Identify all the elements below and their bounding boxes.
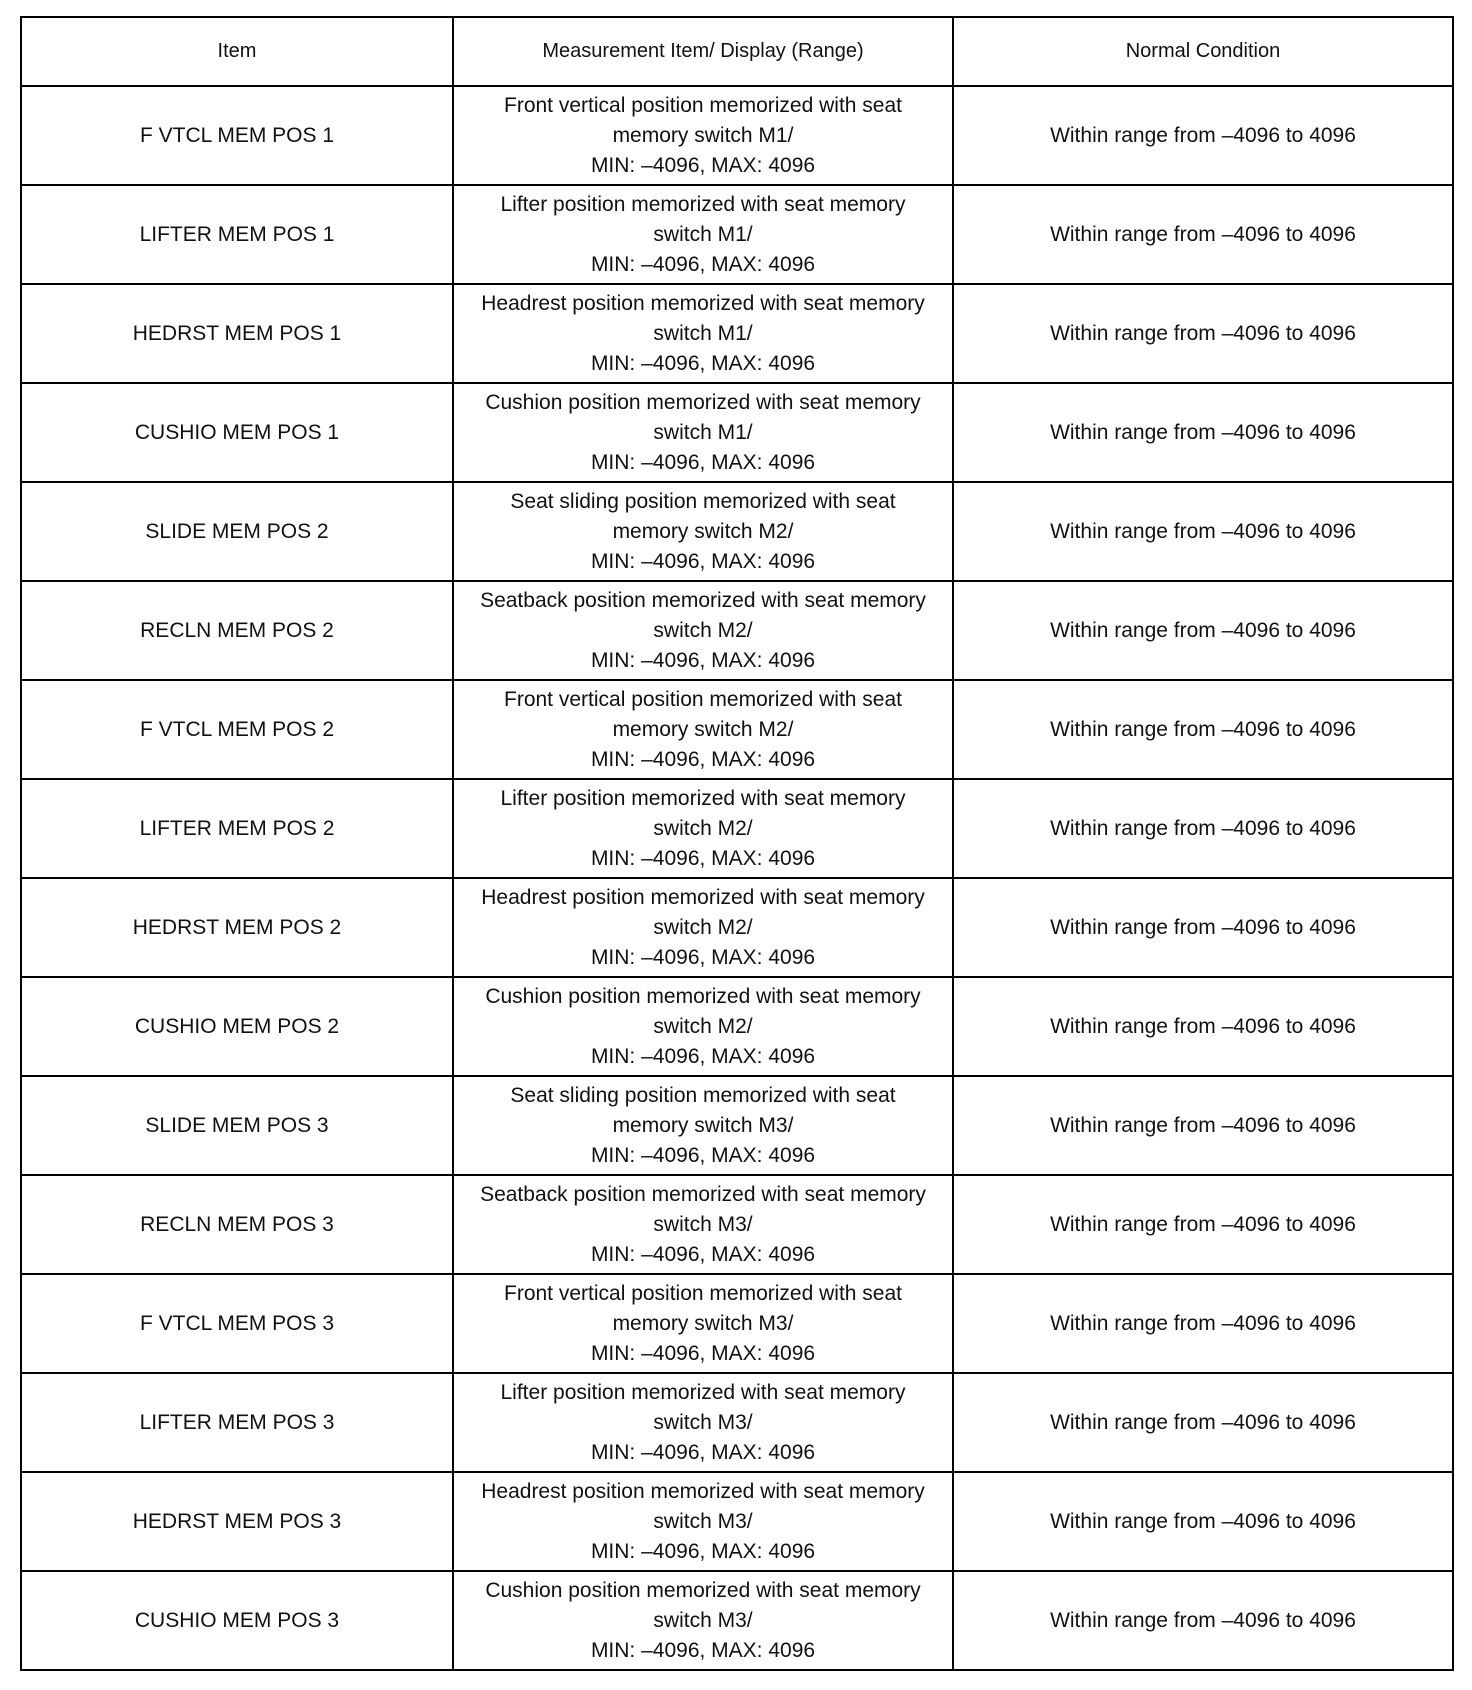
cell-item: RECLN MEM POS 2 [21, 581, 453, 680]
cell-measurement-desc-line1: Seatback position memorized with seat memory [480, 1182, 926, 1206]
table-row [21, 581, 1453, 680]
cell-normal-condition: Within range from –4096 to 4096 [953, 383, 1453, 482]
header-item: Item [21, 17, 453, 86]
cell-item: LIFTER MEM POS 2 [21, 779, 453, 878]
cell-measurement-desc-line2: memory switch M3/ [612, 1311, 794, 1335]
cell-normal-condition: Within range from –4096 to 4096 [953, 1571, 1453, 1670]
cell-measurement-desc-line2: switch M2/ [653, 816, 753, 840]
cell-measurement-desc-line1: Lifter position memorized with seat memory [500, 192, 906, 216]
cell-normal-condition: Within range from –4096 to 4096 [953, 86, 1453, 185]
cell-measurement-desc-line1: Headrest position memorized with seat memory [481, 885, 925, 909]
cell-measurement-desc-line1: Seat sliding position memorized with seat [510, 489, 896, 513]
table-row [21, 383, 1453, 482]
table-row [21, 1472, 1453, 1571]
cell-item: F VTCL MEM POS 1 [21, 86, 453, 185]
cell-item: SLIDE MEM POS 3 [21, 1076, 453, 1175]
cell-item: HEDRST MEM POS 2 [21, 878, 453, 977]
cell-measurement-range: MIN: –4096, MAX: 4096 [590, 846, 816, 870]
cell-measurement-desc-line2: switch M1/ [653, 222, 753, 246]
cell-measurement [453, 1274, 953, 1373]
cell-item: LIFTER MEM POS 1 [21, 185, 453, 284]
cell-measurement-range: MIN: –4096, MAX: 4096 [590, 1638, 816, 1662]
cell-measurement-desc-line2: memory switch M1/ [612, 123, 794, 147]
cell-measurement-desc-line2: switch M2/ [653, 915, 753, 939]
cell-normal-condition: Within range from –4096 to 4096 [953, 284, 1453, 383]
cell-measurement [453, 1175, 953, 1274]
cell-measurement-range: MIN: –4096, MAX: 4096 [590, 1341, 816, 1365]
cell-measurement-range: MIN: –4096, MAX: 4096 [590, 945, 816, 969]
cell-measurement-desc-line2: switch M3/ [653, 1410, 753, 1434]
cell-measurement-desc-line2: memory switch M3/ [612, 1113, 794, 1137]
cell-measurement-range: MIN: –4096, MAX: 4096 [590, 252, 816, 276]
cell-item: HEDRST MEM POS 1 [21, 284, 453, 383]
cell-measurement [453, 680, 953, 779]
cell-measurement-range: MIN: –4096, MAX: 4096 [590, 351, 816, 375]
cell-normal-condition: Within range from –4096 to 4096 [953, 1076, 1453, 1175]
cell-measurement-desc-line2: switch M3/ [653, 1212, 753, 1236]
header-normal-condition: Normal Condition [953, 17, 1453, 86]
header-measurement [453, 17, 953, 86]
cell-measurement-desc-line1: Front vertical position memorized with seat [504, 93, 902, 117]
cell-normal-condition: Within range from –4096 to 4096 [953, 680, 1453, 779]
table-row [21, 1076, 1453, 1175]
cell-measurement [453, 482, 953, 581]
cell-normal-condition: Within range from –4096 to 4096 [953, 1274, 1453, 1373]
cell-measurement-desc-line1: Lifter position memorized with seat memory [500, 786, 906, 810]
cell-item: F VTCL MEM POS 3 [21, 1274, 453, 1373]
table-header-row [21, 17, 1453, 86]
cell-measurement-range: MIN: –4096, MAX: 4096 [590, 549, 816, 573]
table-body [21, 86, 1453, 1670]
cell-measurement-desc-line1: Headrest position memorized with seat memory [481, 291, 925, 315]
cell-normal-condition: Within range from –4096 to 4096 [953, 1373, 1453, 1472]
cell-normal-condition: Within range from –4096 to 4096 [953, 878, 1453, 977]
table-row [21, 680, 1453, 779]
cell-measurement-range: MIN: –4096, MAX: 4096 [590, 1539, 816, 1563]
cell-measurement-range: MIN: –4096, MAX: 4096 [590, 747, 816, 771]
table-row [21, 977, 1453, 1076]
cell-measurement-range: MIN: –4096, MAX: 4096 [590, 153, 816, 177]
cell-measurement-range: MIN: –4096, MAX: 4096 [590, 1242, 816, 1266]
cell-measurement-desc-line2: memory switch M2/ [612, 717, 794, 741]
cell-measurement-desc-line2: switch M3/ [653, 1608, 753, 1632]
cell-measurement [453, 86, 953, 185]
table-row [21, 1571, 1453, 1670]
cell-normal-condition: Within range from –4096 to 4096 [953, 185, 1453, 284]
cell-measurement [453, 383, 953, 482]
cell-item: RECLN MEM POS 3 [21, 1175, 453, 1274]
cell-normal-condition: Within range from –4096 to 4096 [953, 581, 1453, 680]
cell-item: CUSHIO MEM POS 3 [21, 1571, 453, 1670]
cell-item: CUSHIO MEM POS 1 [21, 383, 453, 482]
cell-measurement-range: MIN: –4096, MAX: 4096 [590, 1044, 816, 1068]
cell-measurement [453, 581, 953, 680]
cell-measurement-desc-line1: Cushion position memorized with seat memory [485, 1578, 921, 1602]
table-row [21, 482, 1453, 581]
cell-measurement-desc-line1: Seatback position memorized with seat memory [480, 588, 926, 612]
cell-measurement-desc-line2: memory switch M2/ [612, 519, 794, 543]
cell-item: LIFTER MEM POS 3 [21, 1373, 453, 1472]
table-row [21, 86, 1453, 185]
table-row [21, 284, 1453, 383]
cell-item: F VTCL MEM POS 2 [21, 680, 453, 779]
table-row [21, 779, 1453, 878]
cell-measurement [453, 779, 953, 878]
cell-measurement-desc-line2: switch M2/ [653, 618, 753, 642]
cell-measurement [453, 1472, 953, 1571]
header-measurement-line1: Measurement Item/ [542, 40, 715, 62]
cell-measurement [453, 1373, 953, 1472]
cell-normal-condition: Within range from –4096 to 4096 [953, 779, 1453, 878]
cell-measurement [453, 878, 953, 977]
header-measurement-line2: Display (Range) [720, 40, 864, 62]
table-row [21, 1175, 1453, 1274]
cell-normal-condition: Within range from –4096 to 4096 [953, 1175, 1453, 1274]
cell-measurement-range: MIN: –4096, MAX: 4096 [590, 648, 816, 672]
data-monitor-table [20, 16, 1454, 1671]
cell-measurement-desc-line1: Cushion position memorized with seat memory [485, 390, 921, 414]
cell-measurement-desc-line2: switch M1/ [653, 420, 753, 444]
table-row [21, 185, 1453, 284]
cell-measurement-desc-line1: Cushion position memorized with seat memory [485, 984, 921, 1008]
cell-measurement-range: MIN: –4096, MAX: 4096 [590, 450, 816, 474]
cell-item: SLIDE MEM POS 2 [21, 482, 453, 581]
cell-measurement-desc-line2: switch M3/ [653, 1509, 753, 1533]
table-row [21, 1274, 1453, 1373]
cell-item: CUSHIO MEM POS 2 [21, 977, 453, 1076]
cell-measurement [453, 977, 953, 1076]
cell-measurement-desc-line1: Front vertical position memorized with seat [504, 1281, 902, 1305]
cell-measurement-range: MIN: –4096, MAX: 4096 [590, 1143, 816, 1167]
cell-measurement-desc-line1: Headrest position memorized with seat memory [481, 1479, 925, 1503]
cell-measurement-desc-line2: switch M2/ [653, 1014, 753, 1038]
cell-measurement-desc-line1: Front vertical position memorized with seat [504, 687, 902, 711]
cell-measurement [453, 1076, 953, 1175]
cell-measurement-desc-line1: Lifter position memorized with seat memory [500, 1380, 906, 1404]
cell-normal-condition: Within range from –4096 to 4096 [953, 482, 1453, 581]
cell-measurement-desc-line1: Seat sliding position memorized with seat [510, 1083, 896, 1107]
cell-measurement [453, 185, 953, 284]
cell-measurement-desc-line2: switch M1/ [653, 321, 753, 345]
cell-measurement [453, 284, 953, 383]
cell-normal-condition: Within range from –4096 to 4096 [953, 977, 1453, 1076]
cell-measurement-range: MIN: –4096, MAX: 4096 [590, 1440, 816, 1464]
cell-item: HEDRST MEM POS 3 [21, 1472, 453, 1571]
table-row [21, 878, 1453, 977]
cell-measurement [453, 1571, 953, 1670]
cell-normal-condition: Within range from –4096 to 4096 [953, 1472, 1453, 1571]
table-row [21, 1373, 1453, 1472]
